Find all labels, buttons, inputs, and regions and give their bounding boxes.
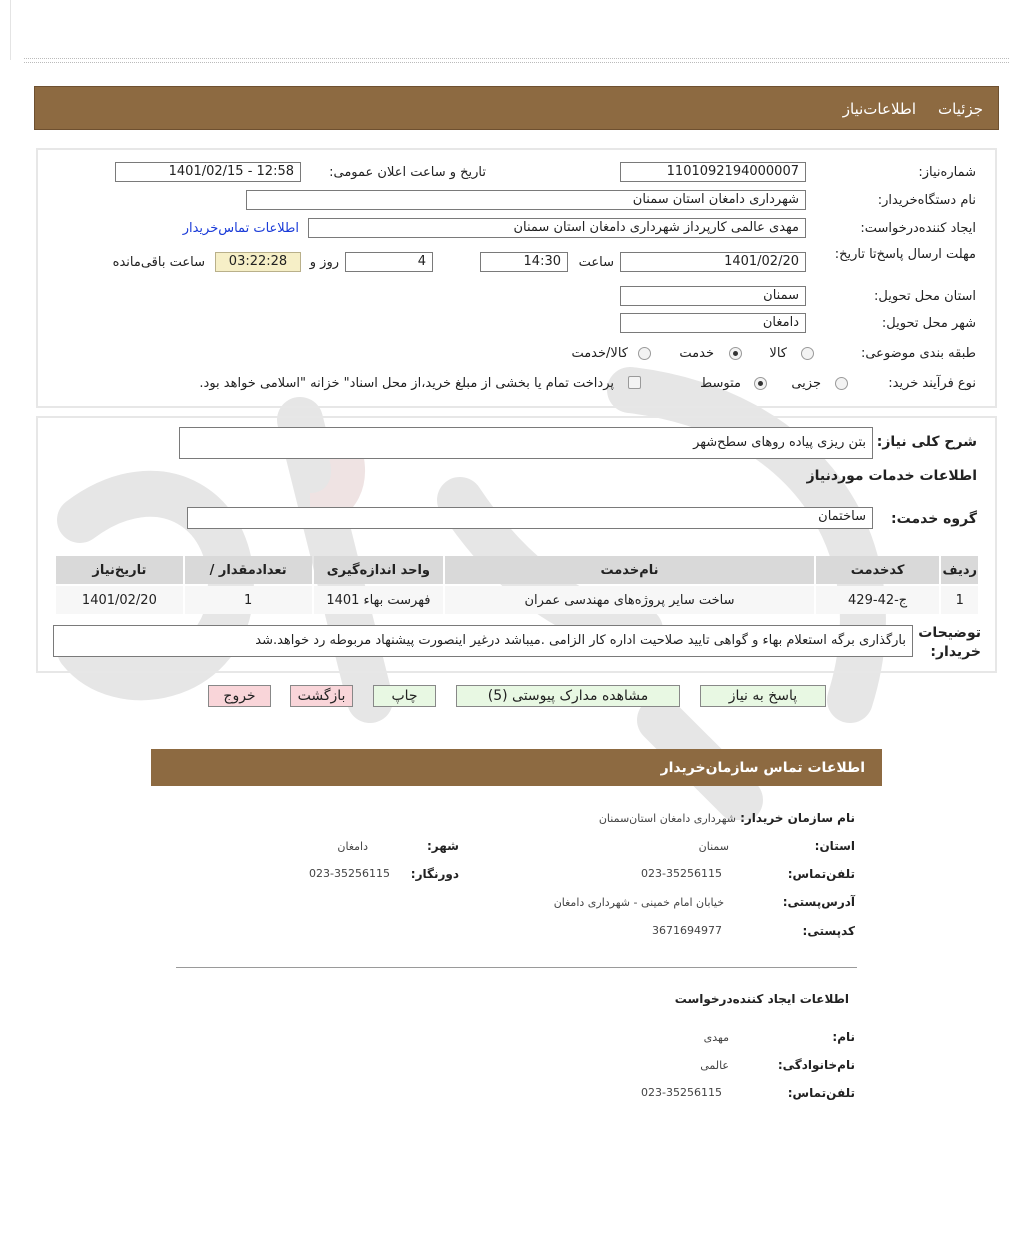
buyer-name-field: شهرداری دامغان استان سمنان (246, 190, 806, 210)
creator-name-label: نام: (832, 1030, 855, 1044)
service-group-field: ساختمان (187, 507, 873, 529)
contact-province-label: استان: (814, 839, 855, 853)
cell-service-name: ساخت سایر پروژه‌های مهندسی عمران (445, 586, 814, 614)
col-need-date: تاریخ‌نیاز (56, 556, 183, 584)
col-unit: واحد اندازه‌گیری (314, 556, 444, 584)
contact-province-value: سمنان (698, 840, 729, 853)
need-number-field: 1101092194000007 (620, 162, 806, 182)
services-table (54, 554, 980, 616)
process-type-label: نوع فرآیند خرید: (888, 376, 976, 391)
deadline-date-field: 1401/02/20 (620, 252, 806, 272)
need-details-panel (36, 148, 997, 408)
service-group-label: گروه خدمت: (891, 511, 977, 527)
cell-need-date: 1401/02/20 (56, 586, 183, 614)
creator-label: ایجاد کننده‌درخواست: (860, 221, 976, 236)
col-service-code: کدخدمت (816, 556, 940, 584)
contact-city-label: شهر: (427, 839, 459, 853)
announce-label: تاریخ و ساعت اعلان عمومی: (329, 165, 486, 180)
general-desc-field: بتن ریزی پیاده روهای سطح‌شهر (179, 427, 873, 459)
creator-family-value: عالمی (700, 1059, 729, 1072)
treasury-text: پرداخت تمام یا بخشی از مبلغ خرید،از محل اسناد" خزانه "اسلامی خواهد بود. (199, 376, 614, 391)
contact-postal-label: کدپستی: (802, 924, 855, 938)
buyer-notes-label: توضیحات خریدار: (918, 625, 981, 660)
cell-row: 1 (941, 586, 978, 614)
tab-details[interactable]: جزئیات (938, 100, 983, 118)
need-number-label: شماره‌نیاز: (918, 165, 976, 180)
buyer-name-label: نام دستگاه‌خریدار: (877, 193, 976, 208)
creator-phone-value: 023-35256115 (641, 1086, 722, 1099)
deadline-time-label: ساعت (578, 255, 614, 270)
category-label: طبقه بندی موضوعی: (860, 346, 976, 361)
reply-button[interactable]: پاسخ به نیاز (700, 685, 826, 707)
cell-service-code: ج-42-429 (816, 586, 940, 614)
left-border-line (10, 0, 11, 60)
days-count-field: 4 (345, 252, 433, 272)
print-button[interactable]: چاپ (373, 685, 436, 707)
remaining-time-field: 03:22:28 (215, 252, 301, 272)
deadline-label: مهلت ارسال پاسخ‌تا تاریخ: (834, 247, 976, 262)
remaining-label: ساعت باقی‌مانده (112, 255, 205, 270)
category-service-label: خدمت (679, 346, 714, 361)
general-desc-label: شرح کلی نیاز: (876, 434, 977, 450)
top-divider (24, 58, 1009, 63)
table-header-row (56, 556, 978, 584)
contact-fax-label: دورنگار: (410, 867, 459, 881)
table-row (56, 586, 978, 614)
cell-unit: فهرست بهاء 1401 (314, 586, 444, 614)
category-service-radio[interactable] (729, 347, 742, 360)
contact-phone-label: تلفن‌تماس: (787, 867, 855, 881)
days-label: روز و (309, 255, 339, 270)
category-goods-service-label: کالا/خدمت (571, 346, 628, 361)
delivery-province-field: سمنان (620, 286, 806, 306)
creator-name-value: مهدی (703, 1031, 729, 1044)
delivery-city-field: دامغان (620, 313, 806, 333)
category-goods-service-radio[interactable] (638, 347, 651, 360)
attachments-button[interactable]: مشاهده مدارک پیوستی (5) (456, 685, 680, 707)
process-small-label: جزیی (791, 376, 821, 391)
contact-address-value: خیابان امام خمینی - شهرداری دامغان (553, 896, 724, 909)
contact-phone-value: 023-35256115 (641, 867, 722, 880)
back-button[interactable]: بازگشت (290, 685, 353, 707)
org-name-value: شهرداری دامغان استان‌سمنان (598, 812, 736, 825)
category-goods-label: کالا (769, 346, 787, 361)
contact-city-value: دامغان (337, 840, 368, 853)
cell-quantity: 1 (185, 586, 312, 614)
contact-address-label: آدرس‌پستی: (782, 895, 855, 909)
buyer-contact-link[interactable]: اطلاعات تماس‌خریدار (182, 221, 299, 236)
process-medium-label: متوسط (700, 376, 741, 391)
col-quantity: تعدادمقدار / (185, 556, 312, 584)
treasury-checkbox[interactable] (628, 376, 641, 389)
contact-fax-value: 023-35256115 (309, 867, 390, 880)
delivery-province-label: استان محل تحویل: (874, 289, 976, 304)
creator-family-label: نام‌خانوادگی: (777, 1058, 855, 1072)
org-name-label: نام سازمان خریدار: (740, 811, 855, 825)
col-row: ردیف (941, 556, 978, 584)
contact-postal-value: 3671694977 (652, 924, 722, 937)
services-title: اطلاعات خدمات موردنیاز (806, 468, 977, 484)
announce-field: 1401/02/15 - 12:58 (115, 162, 301, 182)
exit-button[interactable]: خروج (208, 685, 271, 707)
process-medium-radio[interactable] (754, 377, 767, 390)
process-small-radio[interactable] (835, 377, 848, 390)
delivery-city-label: شهر محل تحویل: (881, 316, 976, 331)
creator-phone-label: تلفن‌تماس: (787, 1086, 855, 1100)
creator-field: مهدی عالمی کارپرداز شهرداری دامغان استان سمنان (308, 218, 806, 238)
creator-info-title: اطلاعات ایجاد کننده‌درخواست (674, 992, 849, 1006)
category-goods-radio[interactable] (801, 347, 814, 360)
contact-divider (176, 967, 857, 968)
col-service-name: نام‌خدمت (445, 556, 814, 584)
tab-need-info[interactable]: اطلاعات‌نیاز (842, 100, 916, 118)
deadline-time-field: 14:30 (480, 252, 568, 272)
buyer-notes-field: بارگذاری برگه استعلام بهاء و گواهی تایید صلاحیت اداره کار الزامی .میباشد درغیر اینصورت پیشنهاد مربوطه رد خواهد.شد (53, 625, 913, 657)
contact-title: اطلاعات تماس سازمان‌خریدار (660, 760, 865, 776)
